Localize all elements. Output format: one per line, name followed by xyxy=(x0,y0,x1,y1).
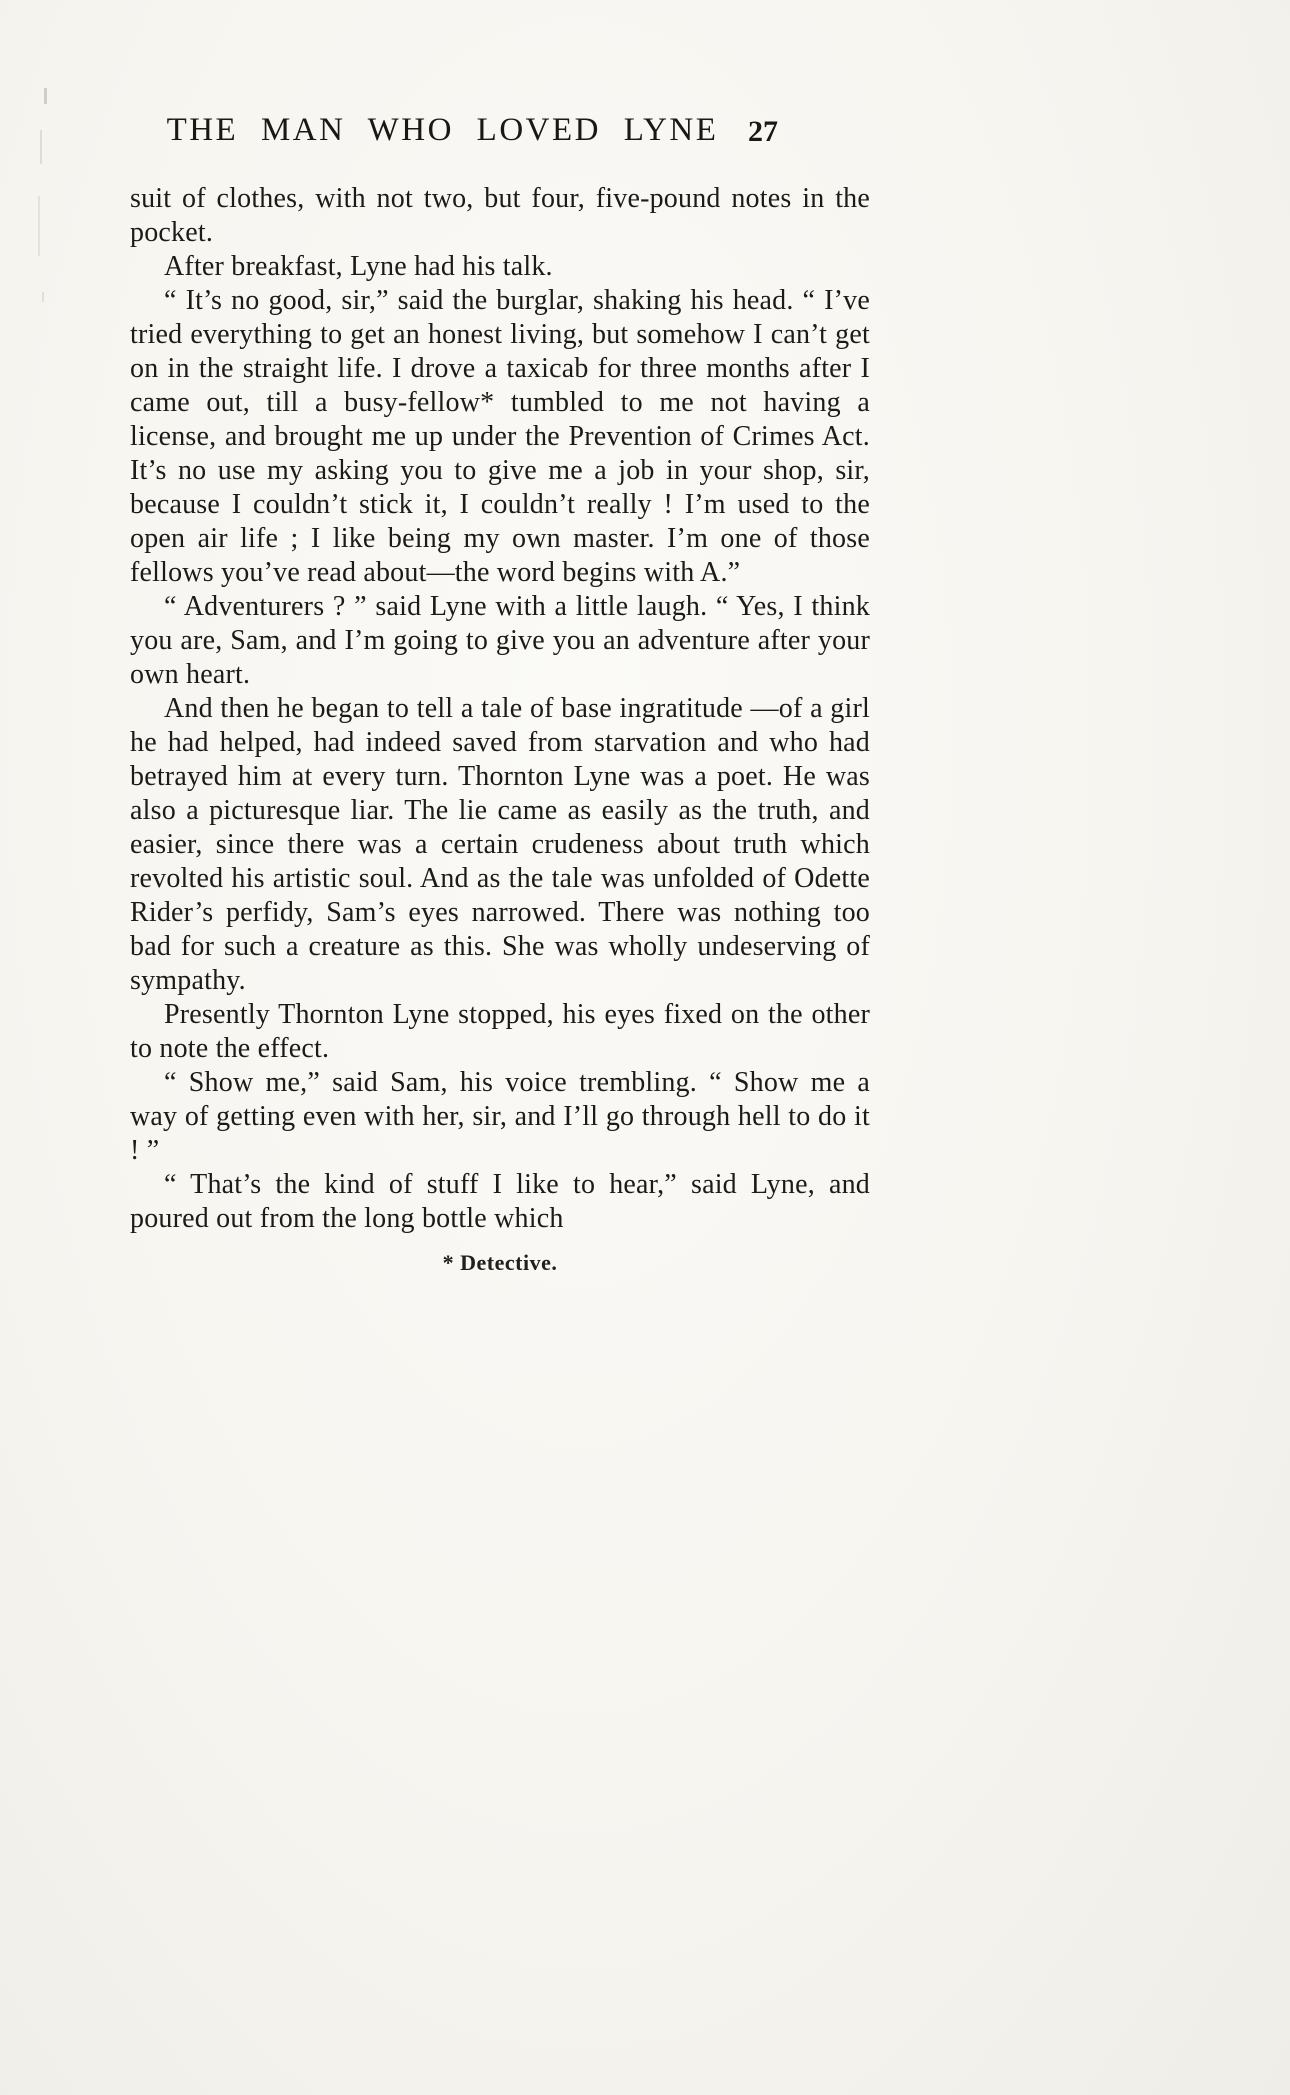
paragraph: And then he began to tell a tale of base ingratitude —of a girl he had helped, had indeed saved from starvation and who had betrayed him at every turn. Thornton Lyne was a poet. He was also a picturesque liar. The lie came as easily as the truth, and easier, since there was a certain crudeness about truth which revolted his artistic soul. And as the tale was unfolded of Odette Rider’s perfidy, Sam’s eyes narrowed. There was nothing too bad for such a creature as this. She was wholly undeserving of sympathy. xyxy=(130,693,870,996)
paragraph: suit of clothes, with not two, but four, five-pound notes in the pocket. xyxy=(130,183,870,248)
footnote: * Detective. xyxy=(442,1250,558,1275)
page-number: 27 xyxy=(748,115,778,148)
paragraph: “ Adventurers ? ” said Lyne with a little laugh. “ Yes, I think you are, Sam, and I’m going to give you an adventure after your own heart. xyxy=(130,591,870,690)
paragraph: Presently Thornton Lyne stopped, his eyes fixed on the other to note the effect. xyxy=(130,999,870,1064)
scan-artifact xyxy=(38,196,40,256)
paragraph: “ Show me,” said Sam, his voice trembling. “ Show me a way of getting even with her, sir, and I’ll go through hell to do it ! ” xyxy=(130,1067,870,1166)
paragraph: After breakfast, Lyne had his talk. xyxy=(164,251,553,282)
paragraph: “ It’s no good, sir,” said the burglar, shaking his head. “ I’ve tried everything to get an honest living, but somehow I can’t get on in the straight life. I drove a taxicab for three months after I came out, till a busy-fellow* tumbled to me not having a license, and brought me up under the Prevention of Crimes Act. It’s no use my asking you to give me a job in your shop, sir, because I couldn’t stick it, I couldn’t really ! I’m used to the open air life ; I like being my own master. I’m one of those fellows you’ve read about—the word begins with A.” xyxy=(130,285,870,588)
page-title: THE MAN WHO LOVED LYNE xyxy=(166,112,719,148)
scan-artifact xyxy=(44,88,47,104)
scan-artifact xyxy=(40,130,42,164)
running-header xyxy=(130,112,870,160)
body-text xyxy=(130,182,870,1236)
paragraph: “ That’s the kind of stuff I like to hear,” said Lyne, and poured out from the long bottle which xyxy=(130,1169,870,1234)
scan-artifact xyxy=(42,292,44,302)
text-column xyxy=(130,112,870,1276)
